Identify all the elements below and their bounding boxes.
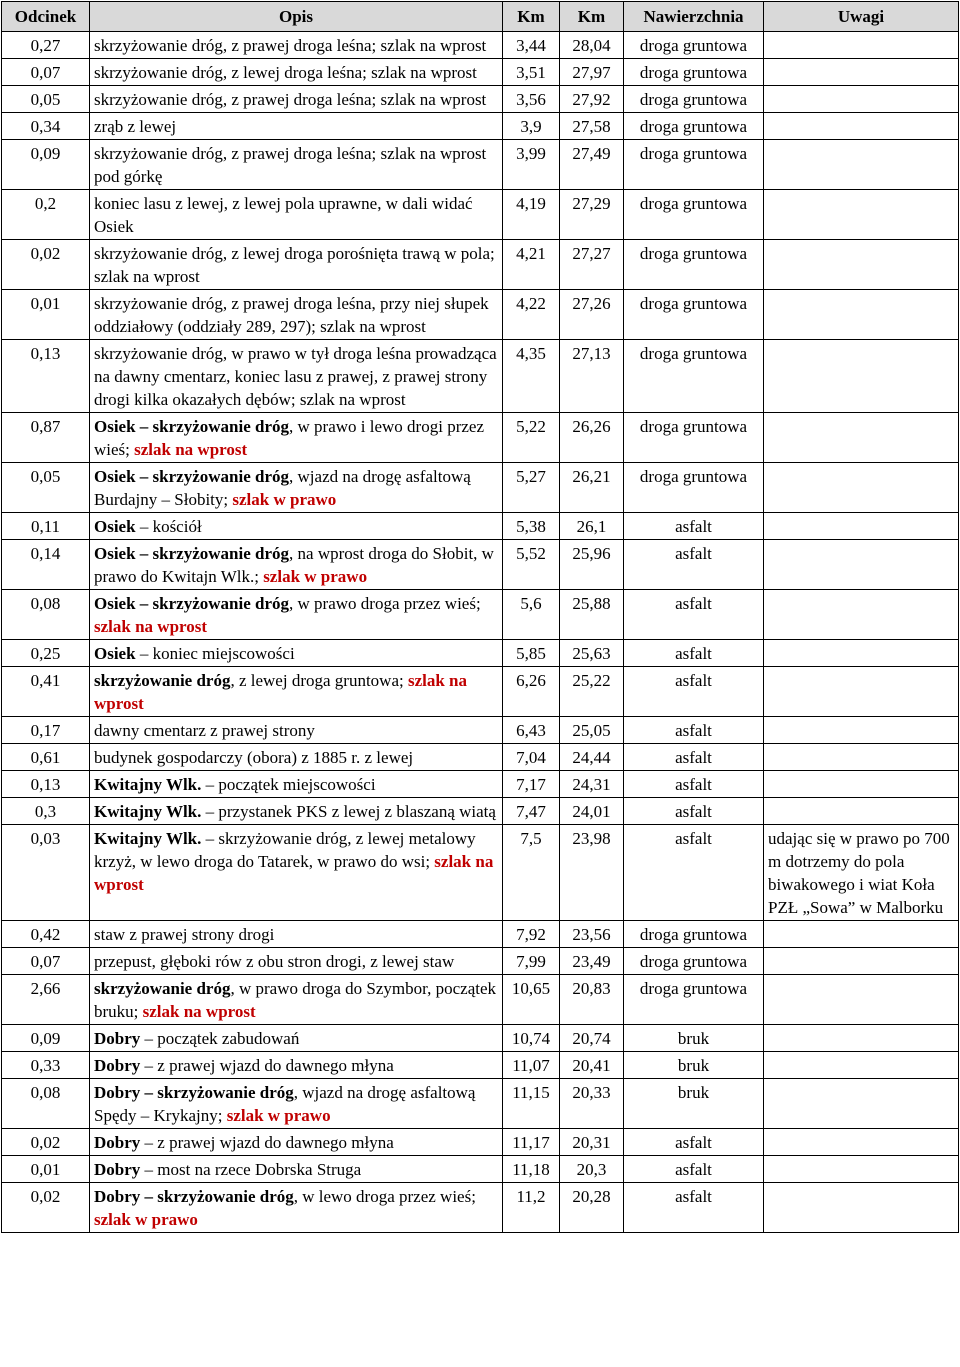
cell-km-from: 11,2: [503, 1183, 560, 1233]
cell-nawierzchnia: asfalt: [624, 744, 764, 771]
cell-km-from: 11,07: [503, 1052, 560, 1079]
cell-nawierzchnia: droga gruntowa: [624, 113, 764, 140]
cell-km-to: 23,49: [560, 948, 624, 975]
trail-direction: szlak w prawo: [263, 567, 368, 586]
cell-uwagi: [764, 744, 959, 771]
description-text: – z prawej wjazd do dawnego młyna: [140, 1133, 394, 1152]
cell-km-from: 4,19: [503, 190, 560, 240]
cell-odcinek: 0,33: [2, 1052, 90, 1079]
cell-opis: [90, 771, 503, 798]
description-text: , w lewo droga przez wieś;: [293, 1187, 476, 1206]
cell-nawierzchnia: droga gruntowa: [624, 190, 764, 240]
cell-km-from: 4,21: [503, 240, 560, 290]
place-name: skrzyżowanie dróg: [94, 671, 231, 690]
cell-nawierzchnia: droga gruntowa: [624, 290, 764, 340]
cell-odcinek: 0,41: [2, 667, 90, 717]
cell-opis: [90, 1156, 503, 1183]
table-row: [2, 59, 959, 86]
cell-nawierzchnia: droga gruntowa: [624, 413, 764, 463]
cell-km-from: 5,52: [503, 540, 560, 590]
cell-km-from: 4,22: [503, 290, 560, 340]
cell-odcinek: 0,07: [2, 59, 90, 86]
place-name: Osiek – skrzyżowanie dróg: [94, 467, 290, 486]
cell-odcinek: 0,11: [2, 513, 90, 540]
table-row: [2, 413, 959, 463]
cell-uwagi: [764, 140, 959, 190]
cell-uwagi: [764, 32, 959, 59]
table-row: [2, 1052, 959, 1079]
trail-direction: szlak na wprost: [142, 1002, 256, 1021]
cell-odcinek: 0,13: [2, 771, 90, 798]
table-row: [2, 32, 959, 59]
table-row: [2, 340, 959, 413]
cell-opis: [90, 140, 503, 190]
trail-direction: szlak na wprost: [94, 617, 208, 636]
cell-nawierzchnia: droga gruntowa: [624, 140, 764, 190]
cell-km-from: 10,65: [503, 975, 560, 1025]
col-header-uwagi: Uwagi: [764, 2, 959, 32]
cell-km-from: 6,43: [503, 717, 560, 744]
description-text: , w prawo droga do Szymbor, początek bruku;: [94, 979, 497, 1021]
place-name: Osiek – skrzyżowanie dróg: [94, 417, 290, 436]
cell-odcinek: 0,61: [2, 744, 90, 771]
cell-opis: [90, 825, 503, 921]
cell-km-from: 7,5: [503, 825, 560, 921]
description-text: – początek miejscowości: [201, 775, 376, 794]
cell-km-from: 5,27: [503, 463, 560, 513]
table-row: [2, 771, 959, 798]
cell-opis: [90, 1183, 503, 1233]
header-row: [2, 2, 959, 32]
description-text: , wjazd na drogę asfaltową Burdajny – Słobity;: [94, 467, 471, 509]
cell-uwagi: [764, 590, 959, 640]
table-row: [2, 717, 959, 744]
cell-km-from: 3,9: [503, 113, 560, 140]
cell-km-from: 3,56: [503, 86, 560, 113]
trail-direction: szlak w prawo: [94, 1210, 198, 1229]
description-text: koniec lasu z lewej, z lewej pola uprawne, w dali widać Osiek: [94, 194, 473, 236]
cell-km-from: 3,99: [503, 140, 560, 190]
table-row: [2, 463, 959, 513]
place-name: Kwitajny Wlk.: [94, 802, 202, 821]
cell-odcinek: 0,3: [2, 798, 90, 825]
cell-odcinek: 0,14: [2, 540, 90, 590]
cell-uwagi: [764, 717, 959, 744]
cell-km-from: 11,15: [503, 1079, 560, 1129]
place-name: Kwitajny Wlk.: [94, 775, 202, 794]
table-row: [2, 798, 959, 825]
place-name: Dobry: [94, 1056, 141, 1075]
table-row: [2, 540, 959, 590]
cell-km-from: 7,92: [503, 921, 560, 948]
cell-km-to: 27,97: [560, 59, 624, 86]
cell-odcinek: 0,03: [2, 825, 90, 921]
cell-uwagi: [764, 948, 959, 975]
cell-km-from: 11,17: [503, 1129, 560, 1156]
cell-km-to: 23,98: [560, 825, 624, 921]
cell-opis: [90, 975, 503, 1025]
cell-km-to: 25,22: [560, 667, 624, 717]
place-name: Dobry: [94, 1160, 141, 1179]
cell-odcinek: 0,34: [2, 113, 90, 140]
table-row: [2, 513, 959, 540]
cell-nawierzchnia: droga gruntowa: [624, 948, 764, 975]
table-row: [2, 640, 959, 667]
cell-odcinek: 0,02: [2, 1129, 90, 1156]
place-name: skrzyżowanie dróg: [94, 979, 231, 998]
cell-uwagi: [764, 798, 959, 825]
cell-opis: [90, 463, 503, 513]
cell-nawierzchnia: droga gruntowa: [624, 921, 764, 948]
cell-uwagi: [764, 921, 959, 948]
cell-km-to: 27,29: [560, 190, 624, 240]
table-row: [2, 921, 959, 948]
cell-km-to: 28,04: [560, 32, 624, 59]
cell-opis: [90, 513, 503, 540]
cell-uwagi: [764, 290, 959, 340]
description-text: – kościół: [135, 517, 202, 536]
cell-nawierzchnia: asfalt: [624, 540, 764, 590]
cell-km-to: 25,63: [560, 640, 624, 667]
cell-uwagi: [764, 640, 959, 667]
place-name: Dobry – skrzyżowanie dróg: [94, 1187, 294, 1206]
description-text: – przystanek PKS z lewej z blaszaną wiatą: [201, 802, 496, 821]
cell-opis: [90, 798, 503, 825]
cell-nawierzchnia: asfalt: [624, 771, 764, 798]
trail-direction: szlak w prawo: [226, 1106, 331, 1125]
cell-km-to: 24,44: [560, 744, 624, 771]
cell-km-from: 5,85: [503, 640, 560, 667]
cell-odcinek: 0,01: [2, 1156, 90, 1183]
cell-nawierzchnia: asfalt: [624, 513, 764, 540]
cell-km-from: 3,44: [503, 32, 560, 59]
table-row: [2, 948, 959, 975]
cell-nawierzchnia: bruk: [624, 1079, 764, 1129]
cell-odcinek: 0,13: [2, 340, 90, 413]
description-text: zrąb z lewej: [94, 117, 177, 136]
description-text: , w prawo i lewo drogi przez wieś;: [94, 417, 484, 459]
cell-uwagi: [764, 463, 959, 513]
cell-odcinek: 0,05: [2, 86, 90, 113]
cell-odcinek: 0,27: [2, 32, 90, 59]
cell-km-from: 5,6: [503, 590, 560, 640]
cell-km-from: 5,38: [503, 513, 560, 540]
cell-opis: [90, 590, 503, 640]
col-header-odcinek: Odcinek: [2, 2, 90, 32]
description-text: , z lewej droga gruntowa;: [230, 671, 408, 690]
cell-uwagi: [764, 513, 959, 540]
cell-uwagi: [764, 113, 959, 140]
description-text: – koniec miejscowości: [135, 644, 295, 663]
trail-direction: szlak na wprost: [94, 852, 494, 894]
description-text: skrzyżowanie dróg, z lewej droga porośnięta trawą w pola; szlak na wprost: [94, 244, 495, 286]
cell-km-to: 24,01: [560, 798, 624, 825]
place-name: Dobry – skrzyżowanie dróg: [94, 1083, 294, 1102]
cell-uwagi: [764, 59, 959, 86]
cell-nawierzchnia: droga gruntowa: [624, 463, 764, 513]
cell-km-to: 20,83: [560, 975, 624, 1025]
cell-nawierzchnia: droga gruntowa: [624, 975, 764, 1025]
cell-km-from: 7,47: [503, 798, 560, 825]
description-text: staw z prawej strony drogi: [94, 925, 275, 944]
table-row: [2, 113, 959, 140]
cell-nawierzchnia: asfalt: [624, 717, 764, 744]
place-name: Osiek: [94, 644, 136, 663]
cell-km-from: 7,04: [503, 744, 560, 771]
cell-odcinek: 0,01: [2, 290, 90, 340]
trail-direction: szlak na wprost: [94, 671, 468, 713]
cell-km-to: 26,1: [560, 513, 624, 540]
cell-odcinek: 0,07: [2, 948, 90, 975]
cell-uwagi: [764, 1129, 959, 1156]
cell-km-to: 25,05: [560, 717, 624, 744]
cell-uwagi: [764, 1025, 959, 1052]
table-row: [2, 590, 959, 640]
table-row: [2, 975, 959, 1025]
place-name: Osiek – skrzyżowanie dróg: [94, 544, 290, 563]
cell-opis: [90, 1052, 503, 1079]
cell-uwagi: [764, 540, 959, 590]
table-row: [2, 1129, 959, 1156]
cell-opis: [90, 413, 503, 463]
cell-uwagi: [764, 1156, 959, 1183]
cell-km-to: 26,26: [560, 413, 624, 463]
cell-opis: [90, 59, 503, 86]
cell-km-to: 20,3: [560, 1156, 624, 1183]
cell-nawierzchnia: bruk: [624, 1052, 764, 1079]
description-text: skrzyżowanie dróg, w prawo w tył droga leśna prowadząca na dawny cmentarz, koniec lasu z prawej, z prawej strony drogi kilka okazałych dębów; szlak na wprost: [94, 344, 497, 409]
table-row: [2, 825, 959, 921]
cell-nawierzchnia: asfalt: [624, 640, 764, 667]
cell-km-from: 6,26: [503, 667, 560, 717]
description-text: skrzyżowanie dróg, z prawej droga leśna, przy niej słupek oddziałowy (oddziały 289, 297); szlak na wprost: [94, 294, 489, 336]
cell-km-to: 27,92: [560, 86, 624, 113]
col-header-opis: Opis: [90, 2, 503, 32]
cell-nawierzchnia: droga gruntowa: [624, 32, 764, 59]
cell-km-to: 27,13: [560, 340, 624, 413]
cell-odcinek: 0,87: [2, 413, 90, 463]
cell-uwagi: [764, 86, 959, 113]
cell-odcinek: 0,08: [2, 1079, 90, 1129]
table-row: [2, 744, 959, 771]
cell-opis: [90, 540, 503, 590]
cell-odcinek: 0,05: [2, 463, 90, 513]
cell-nawierzchnia: asfalt: [624, 667, 764, 717]
cell-km-to: 24,31: [560, 771, 624, 798]
description-text: budynek gospodarczy (obora) z 1885 r. z lewej: [94, 748, 414, 767]
cell-opis: [90, 113, 503, 140]
cell-opis: [90, 1025, 503, 1052]
table-row: [2, 140, 959, 190]
col-header-nawierzchnia: Nawierzchnia: [624, 2, 764, 32]
description-text: dawny cmentarz z prawej strony: [94, 721, 315, 740]
cell-nawierzchnia: droga gruntowa: [624, 59, 764, 86]
cell-odcinek: 0,02: [2, 1183, 90, 1233]
cell-km-to: 20,74: [560, 1025, 624, 1052]
cell-uwagi: [764, 975, 959, 1025]
cell-km-to: 20,41: [560, 1052, 624, 1079]
cell-uwagi: [764, 340, 959, 413]
table-body: [2, 32, 959, 1233]
cell-nawierzchnia: droga gruntowa: [624, 240, 764, 290]
cell-nawierzchnia: asfalt: [624, 1156, 764, 1183]
cell-km-from: 10,74: [503, 1025, 560, 1052]
cell-km-from: 7,99: [503, 948, 560, 975]
place-name: Osiek – skrzyżowanie dróg: [94, 594, 290, 613]
cell-km-to: 23,56: [560, 921, 624, 948]
description-text: – początek zabudowań: [140, 1029, 300, 1048]
cell-uwagi: [764, 240, 959, 290]
cell-uwagi: udając się w prawo po 700 m dotrzemy do pola biwakowego i wiat Koła PZŁ „Sowa” w Malborku: [764, 825, 959, 921]
cell-uwagi: [764, 771, 959, 798]
cell-opis: [90, 667, 503, 717]
place-name: Kwitajny Wlk.: [94, 829, 202, 848]
cell-odcinek: 0,2: [2, 190, 90, 240]
cell-km-to: 27,26: [560, 290, 624, 340]
cell-uwagi: [764, 667, 959, 717]
description-text: skrzyżowanie dróg, z prawej droga leśna; szlak na wprost: [94, 90, 487, 109]
place-name: Dobry: [94, 1133, 141, 1152]
trail-direction: szlak w prawo: [232, 490, 337, 509]
cell-nawierzchnia: asfalt: [624, 1129, 764, 1156]
description-text: – skrzyżowanie dróg, z lewej metalowy krzyż, w lewo droga do Tatarek, w prawo do wsi;: [94, 829, 476, 871]
cell-odcinek: 0,17: [2, 717, 90, 744]
table-row: [2, 1025, 959, 1052]
table-row: [2, 240, 959, 290]
cell-nawierzchnia: asfalt: [624, 590, 764, 640]
cell-km-to: 27,58: [560, 113, 624, 140]
col-header-km-from: Km: [503, 2, 560, 32]
cell-opis: [90, 240, 503, 290]
description-text: skrzyżowanie dróg, z prawej droga leśna; szlak na wprost pod górkę: [94, 144, 487, 186]
cell-nawierzchnia: asfalt: [624, 798, 764, 825]
description-text: – z prawej wjazd do dawnego młyna: [140, 1056, 394, 1075]
cell-uwagi: [764, 1052, 959, 1079]
cell-uwagi: [764, 413, 959, 463]
cell-km-from: 7,17: [503, 771, 560, 798]
table-row: [2, 1156, 959, 1183]
cell-opis: [90, 744, 503, 771]
cell-uwagi: [764, 190, 959, 240]
cell-km-from: 4,35: [503, 340, 560, 413]
place-name: Osiek: [94, 517, 136, 536]
cell-km-from: 5,22: [503, 413, 560, 463]
route-table: [1, 1, 959, 1233]
description-text: przepust, głęboki rów z obu stron drogi, z lewej staw: [94, 952, 455, 971]
trail-direction: szlak na wprost: [134, 440, 248, 459]
cell-km-to: 27,49: [560, 140, 624, 190]
description-text: – most na rzece Dobrska Struga: [140, 1160, 362, 1179]
cell-odcinek: 0,25: [2, 640, 90, 667]
cell-opis: [90, 190, 503, 240]
cell-km-to: 25,88: [560, 590, 624, 640]
cell-nawierzchnia: asfalt: [624, 825, 764, 921]
cell-opis: [90, 290, 503, 340]
table-row: [2, 290, 959, 340]
cell-km-to: 20,33: [560, 1079, 624, 1129]
cell-km-to: 20,31: [560, 1129, 624, 1156]
cell-uwagi: [764, 1079, 959, 1129]
cell-opis: [90, 86, 503, 113]
description-text: , wjazd na drogę asfaltową Spędy – Krykajny;: [94, 1083, 476, 1125]
table-row: [2, 86, 959, 113]
cell-odcinek: 0,08: [2, 590, 90, 640]
place-name: Dobry: [94, 1029, 141, 1048]
cell-nawierzchnia: bruk: [624, 1025, 764, 1052]
col-header-km-to: Km: [560, 2, 624, 32]
cell-opis: [90, 640, 503, 667]
table-row: [2, 667, 959, 717]
cell-nawierzchnia: asfalt: [624, 1183, 764, 1233]
description-text: skrzyżowanie dróg, z prawej droga leśna; szlak na wprost: [94, 36, 487, 55]
cell-nawierzchnia: droga gruntowa: [624, 86, 764, 113]
cell-km-to: 27,27: [560, 240, 624, 290]
table-row: [2, 190, 959, 240]
table-row: [2, 1183, 959, 1233]
cell-odcinek: 0,09: [2, 140, 90, 190]
description-text: , w prawo droga przez wieś;: [289, 594, 481, 613]
cell-odcinek: 0,42: [2, 921, 90, 948]
cell-odcinek: 0,09: [2, 1025, 90, 1052]
table-row: [2, 1079, 959, 1129]
cell-opis: [90, 1129, 503, 1156]
cell-uwagi: [764, 1183, 959, 1233]
cell-nawierzchnia: droga gruntowa: [624, 340, 764, 413]
cell-km-to: 26,21: [560, 463, 624, 513]
cell-opis: [90, 717, 503, 744]
cell-odcinek: 0,02: [2, 240, 90, 290]
cell-km-to: 20,28: [560, 1183, 624, 1233]
description-text: , na wprost droga do Słobit, w prawo do Kwitajn Wlk.;: [94, 544, 494, 586]
cell-opis: [90, 921, 503, 948]
description-text: skrzyżowanie dróg, z lewej droga leśna; szlak na wprost: [94, 63, 477, 82]
cell-odcinek: 2,66: [2, 975, 90, 1025]
cell-opis: [90, 1079, 503, 1129]
cell-opis: [90, 948, 503, 975]
cell-opis: [90, 32, 503, 59]
cell-opis: [90, 340, 503, 413]
cell-km-to: 25,96: [560, 540, 624, 590]
cell-km-from: 11,18: [503, 1156, 560, 1183]
cell-km-from: 3,51: [503, 59, 560, 86]
